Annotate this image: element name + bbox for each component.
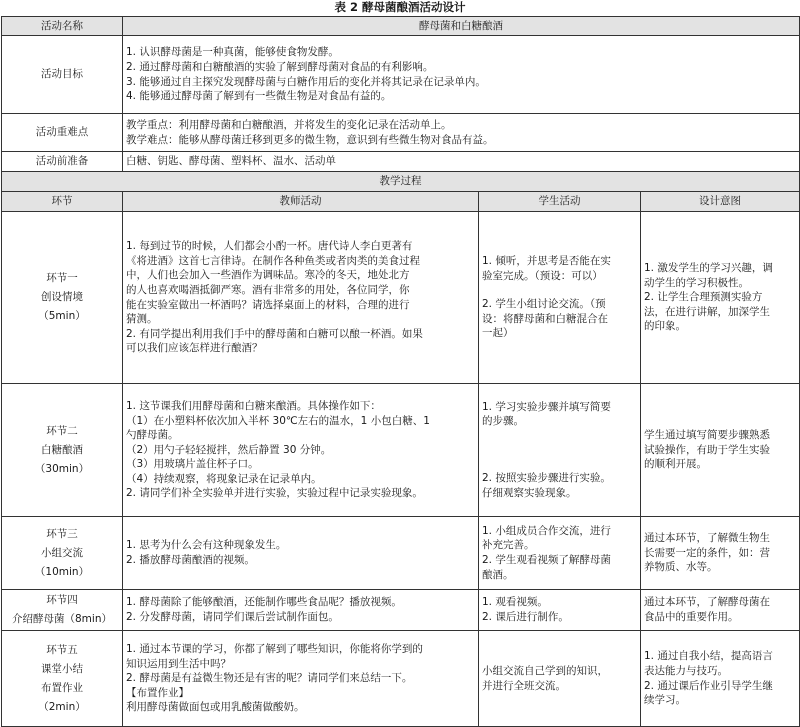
- table-row: [2, 212, 800, 384]
- text-line: 1. 小组成员合作交流，进行: [482, 524, 611, 537]
- text-line: （3）用玻璃片盖住杯子口。: [126, 458, 259, 471]
- stage-cell: [2, 212, 123, 384]
- text-line: 1. 思考为什么会有这种现象发生。: [126, 539, 287, 552]
- key-points-label: 活动重难点: [2, 114, 123, 152]
- text-line: 酿酒。: [482, 568, 514, 581]
- text-line: 设：将酵母菌和白糖混合在: [482, 312, 608, 325]
- table-row: [2, 590, 800, 631]
- design-intent-cell: [641, 590, 800, 631]
- table-row: [2, 384, 800, 517]
- text-line: 并进行全班交流。: [482, 679, 566, 692]
- text-line: [482, 429, 637, 443]
- homework-heading: 【布置作业】: [126, 686, 189, 699]
- text-line: 表达能力与技巧。: [644, 664, 728, 677]
- key-point-line: 教学重点：利用酵母菌和白糖酿酒，并将发生的变化记录在活动单上。: [126, 118, 452, 131]
- text-line: 2. 有同学提出利用我们手中的酵母菌和白糖可以酿一杯酒。如果: [126, 327, 423, 340]
- text-line: 中，人们也会加入一些酒作为调味品。寒冷的冬天，地处北方: [126, 269, 410, 282]
- text-line: 的顺利开展。: [644, 458, 707, 471]
- process-title-row: [2, 172, 800, 192]
- text-line: 小组交流自己学到的知识，: [482, 664, 608, 677]
- column-header-stage: 环节: [2, 192, 123, 212]
- teacher-activity-cell: [123, 384, 479, 517]
- text-line: （2）用勺子轻轻搅拌，然后静置 30 分钟。: [126, 443, 332, 456]
- column-header-row: [2, 192, 800, 212]
- text-line: 试验操作，有助于学生实验: [644, 443, 770, 456]
- text-line: 食品中的重要作用。: [644, 611, 739, 623]
- goals-label: 活动目标: [2, 36, 123, 114]
- stage-line: （5min）: [38, 310, 86, 322]
- goal-line: 3. 能够通过自主探究发现酵母菌与白糖作用后的变化并将其记录在记录单内。: [126, 75, 486, 88]
- text-line: 的人也喜欢喝酒抵御严寒。酒有非常多的用处，各位同学，你: [126, 283, 410, 296]
- text-line: 猜测。: [126, 313, 158, 326]
- text-line: 仔细观察实验现象。: [482, 486, 577, 499]
- process-title: 教学过程: [2, 172, 800, 192]
- text-line: 2. 请同学们补全实验单并进行实验，实验过程中记录实验现象。: [126, 487, 423, 500]
- text-line: 的步骤。: [482, 415, 524, 428]
- stage-line: 环节五: [46, 643, 78, 656]
- activity-design-table: [1, 16, 800, 727]
- text-line: 2. 学生观看视频了解酵母菌: [482, 554, 611, 566]
- text-line: （4）持续观察，将现象记录在记录单内。: [126, 472, 322, 485]
- text-line: [482, 443, 637, 457]
- table-caption: 表 2 酵母菌酿酒活动设计: [334, 0, 466, 14]
- text-line: 补充完善。: [482, 539, 535, 552]
- stage-cell: [2, 631, 123, 727]
- text-line: [482, 457, 637, 471]
- text-line: 一起）: [482, 327, 514, 340]
- text-line: 2. 学生小组讨论交流。（预: [482, 298, 606, 311]
- stage-line: （10min）: [34, 565, 90, 578]
- prep-label: 活动前准备: [2, 152, 123, 172]
- table-row: [2, 631, 800, 727]
- text-line: 1. 激发学生的学习兴趣，调: [644, 262, 773, 275]
- text-line: 利用酵母菌做面包或用乳酸菌做酸奶。: [126, 701, 305, 714]
- text-line: 续学习。: [644, 694, 686, 707]
- text-line: 2. 酵母菌是有益微生物还是有害的呢？请同学们来总结一下。: [126, 672, 413, 685]
- text-line: 长需要一定的条件，如：营: [644, 546, 770, 559]
- activity-name-label: 活动名称: [2, 17, 123, 36]
- design-intent-cell: [641, 631, 800, 727]
- text-line: 2. 通过课后作业引导学生继: [644, 679, 773, 692]
- stage-cell: [2, 590, 123, 631]
- text-line: 法，在进行讲解，加深学生: [644, 305, 770, 318]
- key-point-line: 教学难点：能够从酵母菌迁移到更多的微生物，意识到有些微生物对食品有益。: [126, 133, 494, 146]
- teacher-activity-cell: [123, 517, 479, 590]
- stage-line: 介绍酵母菌（8min）: [12, 613, 112, 625]
- teacher-activity-cell: [123, 590, 479, 631]
- text-line: （1）在小塑料杯依次加入半杯 30℃左右的温水，1 小包白糖、1: [126, 414, 430, 427]
- stage-line: 白糖酿酒: [41, 443, 83, 456]
- stage-line: 环节一: [46, 272, 78, 284]
- text-line: 能在实验室做出一杯酒吗？请选择桌面上的材料，合理的进行: [126, 298, 410, 311]
- prep-content: 白糖、钥匙、酵母菌、塑料杯、温水、活动单: [123, 152, 800, 172]
- design-intent-cell: [641, 384, 800, 517]
- text-line: 验室完成。（预设：可以）: [482, 269, 603, 282]
- design-intent-cell: [641, 517, 800, 590]
- goals-row: [2, 36, 800, 114]
- text-line: 通过本环节，了解微生物生: [644, 532, 770, 545]
- activity-name-row: [2, 17, 800, 36]
- column-header-design: 设计意图: [641, 192, 800, 212]
- text-line: 2. 让学生合理预测实验方: [644, 291, 763, 304]
- text-line: 1. 酵母菌除了能够酿酒，还能制作哪些食品呢？播放视频。: [126, 596, 402, 609]
- stage-line: 环节三: [46, 527, 78, 540]
- text-line: 1. 学习实验步骤并填写简要: [482, 400, 611, 413]
- text-line: [482, 283, 637, 297]
- column-header-student: 学生活动: [479, 192, 641, 212]
- student-activity-cell: [479, 517, 641, 590]
- text-line: 养物质、水等。: [644, 561, 718, 574]
- goal-line: 2. 通过酵母菌和白糖酿酒的实验了解到酵母菌对食品的有利影响。: [126, 60, 434, 73]
- text-line: 可以我们应该怎样进行酿酒？: [126, 342, 263, 355]
- stage-cell: [2, 517, 123, 590]
- student-activity-cell: [479, 631, 641, 727]
- text-line: 2. 课后进行制作。: [482, 611, 569, 623]
- design-intent-cell: [641, 212, 800, 384]
- column-header-teacher: 教师活动: [123, 192, 479, 212]
- text-line: 1. 通过自我小结，提高语言: [644, 650, 773, 663]
- text-line: 通过本环节，了解酵母菌在: [644, 596, 770, 609]
- goal-line: 4. 能够通过酵母菌了解到有一些微生物是对食品有益的。: [126, 90, 392, 103]
- stage-line: 布置作业: [41, 681, 83, 694]
- stage-cell: [2, 384, 123, 517]
- text-line: 《将进酒》这首七言律诗。在制作各种鱼类或者肉类的美食过程: [126, 254, 420, 267]
- key-points-row: [2, 114, 800, 152]
- text-line: 1. 这节课我们用酵母菌和白糖来酿酒。具体操作如下：: [126, 399, 381, 412]
- student-activity-cell: [479, 384, 641, 517]
- text-line: 勺酵母菌。: [126, 429, 179, 442]
- text-line: 1. 每到过节的时候，人们都会小酌一杯。唐代诗人李白更著有: [126, 240, 413, 253]
- text-line: 2. 按照实验步骤进行实验。: [482, 472, 611, 484]
- stage-line: 课堂小结: [41, 662, 83, 675]
- text-line: 知识运用到生活中吗？: [126, 657, 231, 670]
- text-line: 1. 倾听，并思考是否能在实: [482, 255, 611, 268]
- goal-line: 1. 认识酵母菌是一种真菌，能够使食物发酵。: [126, 46, 339, 59]
- text-line: 动学生的学习积极性。: [644, 276, 749, 289]
- goals-content: [123, 36, 800, 114]
- activity-name-value: 酵母菌和白糖酿酒: [123, 17, 800, 36]
- key-points-content: [123, 114, 800, 152]
- text-line: 2. 播放酵母菌酿酒的视频。: [126, 554, 255, 566]
- text-line: 学生通过填写简要步骤熟悉: [644, 429, 770, 442]
- stage-line: 创设情境: [41, 291, 83, 303]
- text-line: 的印象。: [644, 320, 686, 333]
- text-line: 2. 分发酵母菌，请同学们课后尝试制作面包。: [126, 611, 339, 623]
- text-line: 1. 观看视频。: [482, 596, 548, 609]
- text-line: 1. 通过本节课的学习，你都了解到了哪些知识，你能将你学到的: [126, 643, 423, 656]
- teacher-activity-cell: [123, 631, 479, 727]
- prep-row: [2, 152, 800, 172]
- teacher-activity-cell: [123, 212, 479, 384]
- stage-line: （2min）: [38, 700, 86, 713]
- stage-line: （30min）: [34, 462, 90, 475]
- stage-line: 小组交流: [41, 546, 83, 559]
- table-row: [2, 517, 800, 590]
- student-activity-cell: [479, 590, 641, 631]
- stage-line: 环节二: [46, 424, 78, 437]
- stage-line: 环节四: [46, 594, 78, 606]
- student-activity-cell: [479, 212, 641, 384]
